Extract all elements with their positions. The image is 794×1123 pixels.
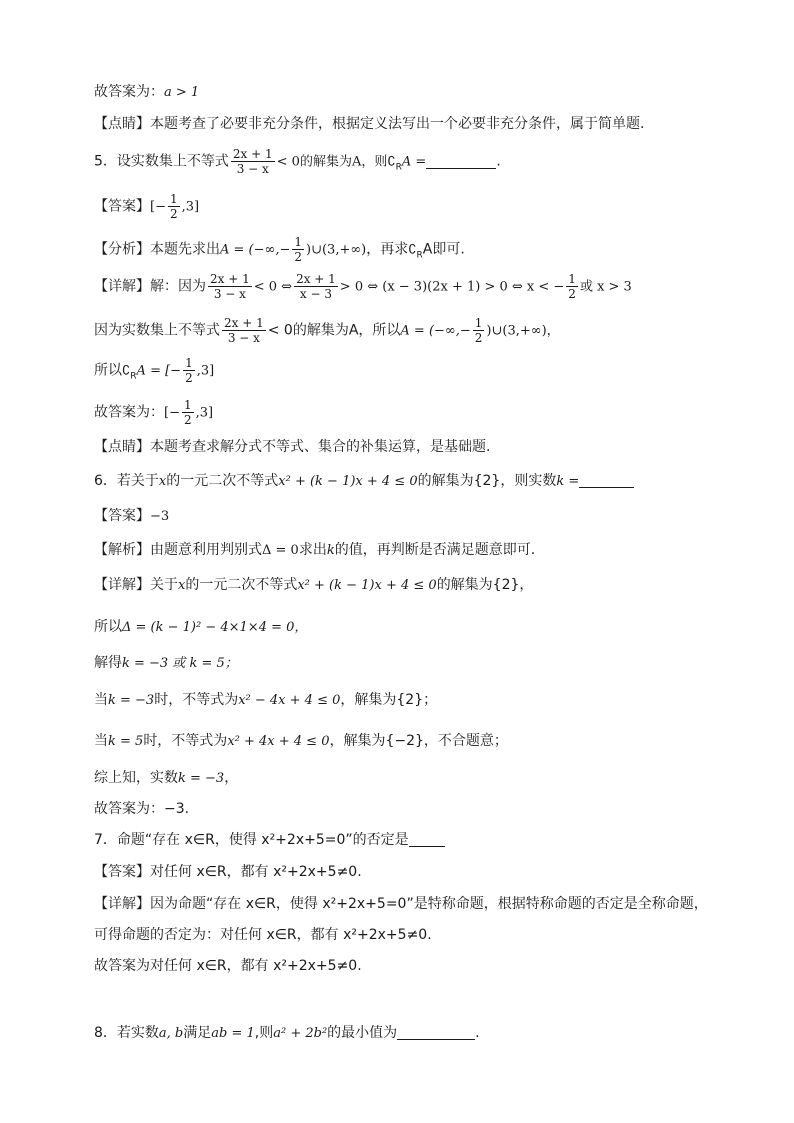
text: 的一元二次不等式	[166, 473, 279, 489]
math: ,3]	[195, 405, 214, 421]
math: −3	[150, 509, 170, 524]
text: 命题“存在 x∈R，使得 x²+2x+5=0”的否定是	[116, 832, 409, 848]
text: 当	[94, 692, 108, 708]
math: k =	[556, 474, 580, 489]
complement-symbol: ∁	[408, 242, 417, 258]
text: 故答案为：	[94, 404, 164, 421]
q8-stem	[94, 1023, 480, 1044]
text: .	[496, 153, 501, 170]
math: a² + 2b²	[273, 1026, 328, 1041]
q7-final	[94, 956, 362, 976]
complement-symbol: ∁	[387, 154, 396, 170]
q5-dianjing	[94, 437, 490, 457]
text: 的解集为{2}，	[436, 577, 534, 593]
text: 关于	[150, 577, 178, 593]
math: k = −3	[108, 693, 155, 708]
denominator: 2	[474, 331, 483, 345]
text: 故答案为：−3.	[94, 801, 190, 817]
math: [−	[164, 405, 180, 421]
section-tag: 【分析】	[94, 241, 150, 258]
math: A = [−	[136, 363, 182, 379]
q6-final	[94, 799, 189, 819]
q5-final	[94, 398, 213, 427]
denominator: 3 − x	[236, 162, 269, 176]
text: ，解集为{2}；	[340, 692, 438, 708]
text: 求出	[298, 542, 327, 558]
text: 的解集为{2}，则实数	[417, 473, 557, 489]
numerator: 1	[183, 398, 192, 412]
text: 故答案为：	[94, 84, 164, 100]
math: x² − 4x + 4 ≤ 0	[238, 693, 341, 708]
numerator: 1	[294, 235, 303, 249]
q5-stem	[94, 147, 501, 177]
q5-detail	[94, 272, 632, 301]
fraction	[183, 356, 195, 385]
math: a > 1	[164, 85, 200, 100]
denominator: 3 − x	[227, 331, 260, 345]
subscript: R	[416, 250, 423, 261]
fraction	[566, 272, 578, 301]
math: Δ = (k − 1)² − 4×1×4 = 0，	[122, 620, 308, 635]
text: 因为实数集上不等式	[94, 322, 220, 339]
text: 的一元二次不等式	[185, 577, 298, 593]
q5-detail-3	[94, 356, 214, 386]
denominator: 2	[294, 250, 303, 264]
math: Δ = 0	[262, 543, 299, 558]
math: A =	[401, 154, 427, 170]
fraction	[208, 272, 252, 301]
text: 本题考查了必要非充分条件，根据定义法写出一个必要非充分条件，属于简单题.	[150, 116, 645, 132]
question-number: 7．	[94, 832, 117, 848]
text: 满足	[183, 1025, 212, 1041]
section-tag: 【点睛】	[94, 116, 150, 132]
q7-stem	[94, 830, 445, 850]
section-tag: 【答案】	[94, 198, 150, 215]
denominator: 3 − x	[213, 287, 246, 301]
question-number: 6．	[94, 473, 117, 489]
numerator: 2x + 1	[224, 316, 264, 330]
answer-blank	[409, 832, 445, 847]
complement-symbol: ∁	[122, 363, 131, 379]
answer-blank	[397, 1025, 475, 1040]
text: 本题先求出	[150, 241, 220, 258]
text: 设实数集上不等式	[116, 153, 229, 170]
section-tag: 【详解】	[94, 896, 150, 912]
math: k = −3 或 k = 5；	[122, 656, 238, 671]
q7-answer	[94, 862, 362, 882]
section-tag: 【答案】	[94, 508, 150, 524]
math: ,3]	[181, 199, 200, 215]
math: k = −3	[178, 771, 225, 786]
math: > 0 ⇔ (x − 3)(2x + 1) > 0 ⇔ x < −	[339, 279, 565, 295]
text: < 0的解集为A，则	[276, 154, 388, 170]
answer-blank	[426, 154, 496, 169]
fraction	[473, 316, 485, 345]
q6-solve-line	[94, 653, 238, 674]
text: 当	[94, 733, 108, 749]
math: )∪(3,+∞)	[306, 242, 367, 258]
subscript: R	[395, 162, 402, 173]
section-tag: 【详解】	[94, 577, 150, 593]
denominator: 2	[183, 413, 192, 427]
math: A = (−∞,−	[220, 242, 291, 258]
text: 可得命题的否定为：对任何 x∈R，都有 x²+2x+5≠0.	[94, 927, 432, 943]
text: < 0的解集为A，所以	[267, 322, 401, 339]
text: .	[475, 1025, 480, 1041]
text: ,则	[254, 1025, 274, 1041]
numerator: 1	[185, 356, 193, 370]
denominator: x − 3	[299, 287, 332, 301]
text: 综上知，实数	[94, 770, 178, 786]
q6-stem	[94, 471, 634, 492]
text: 若关于	[116, 473, 159, 489]
text: 本题考查求解分式不等式、集合的补集运算，是基础题.	[150, 439, 491, 455]
text: 所以	[94, 362, 122, 379]
math: x	[158, 474, 167, 489]
previous-answer-line	[94, 82, 199, 103]
text: ，	[224, 770, 239, 786]
previous-dianjing-line	[94, 114, 644, 134]
q6-delta-line	[94, 617, 307, 638]
text: 对任何 x∈R，都有 x²+2x+5≠0.	[150, 864, 362, 880]
math: 或 x > 3	[579, 279, 632, 295]
q6-jiexi	[94, 540, 535, 561]
math: [−	[150, 199, 166, 215]
math: A = (−∞,−	[400, 323, 471, 339]
section-tag: 【详解】	[94, 278, 150, 295]
text: 的最小值为	[327, 1025, 398, 1041]
q5-detail-2	[94, 316, 560, 345]
denominator: 2	[169, 207, 178, 221]
q5-answer	[94, 192, 199, 221]
numerator: 2x + 1	[296, 272, 336, 286]
fraction	[168, 192, 180, 221]
text: 由题意利用判别式	[150, 542, 262, 558]
math: ,3]	[196, 363, 215, 379]
math: x² + (k − 1)x + 4 ≤ 0	[297, 578, 437, 593]
text: 解得	[94, 655, 122, 671]
fraction	[294, 272, 338, 301]
numerator: 1	[474, 316, 483, 330]
q6-detail	[94, 575, 533, 596]
math: ab = 1	[211, 1026, 255, 1041]
text: 所以	[94, 619, 122, 635]
text: 故答案为对任何 x∈R，都有 x²+2x+5≠0.	[94, 958, 362, 974]
fraction	[231, 147, 275, 176]
math: x² + (k − 1)x + 4 ≤ 0	[278, 474, 418, 489]
q5-analysis	[94, 235, 465, 265]
text: 时，不等式为	[143, 733, 228, 749]
text: ，解集为{−2}，不合题意；	[329, 733, 508, 749]
text: 解：因为	[150, 278, 206, 295]
math: x² + 4x + 4 ≤ 0	[227, 734, 330, 749]
numerator: 2x + 1	[232, 147, 273, 161]
text: A即可.	[422, 241, 465, 258]
subscript: R	[130, 371, 137, 382]
math: < 0 ⇔	[253, 279, 293, 295]
q6-answer	[94, 506, 169, 527]
q7-detail-2	[94, 925, 432, 945]
numerator: 2x + 1	[210, 272, 250, 286]
text: 时，不等式为	[154, 692, 239, 708]
text: 的值，再判断是否满足题意即可.	[334, 542, 536, 558]
math-k: k	[326, 543, 335, 558]
q6-case2-line	[94, 731, 508, 752]
text: ，再求	[366, 241, 409, 258]
numerator: 1	[568, 272, 576, 286]
numerator: 1	[169, 192, 178, 206]
q7-detail-1	[94, 894, 708, 914]
text: 若实数	[116, 1025, 159, 1041]
section-tag: 【答案】	[94, 864, 150, 880]
fraction	[182, 398, 194, 427]
math: k = 5	[108, 734, 144, 749]
denominator: 2	[568, 287, 576, 301]
denominator: 2	[185, 371, 193, 385]
q6-case1-line	[94, 690, 437, 711]
math: x	[178, 578, 186, 593]
answer-blank	[579, 473, 634, 488]
math: )∪(3,+∞)，	[486, 323, 560, 339]
question-number: 8．	[94, 1025, 117, 1041]
section-tag: 【点睛】	[94, 439, 150, 455]
q6-summary-line	[94, 768, 238, 789]
math: a, b	[158, 1026, 184, 1041]
text: 因为命题“存在 x∈R，使得 x²+2x+5=0”是特称命题，根据特称命题的否定是全称命题，	[150, 896, 708, 912]
fraction	[292, 235, 304, 264]
question-number: 5．	[94, 153, 117, 170]
section-tag: 【解析】	[94, 542, 150, 558]
fraction	[222, 316, 266, 345]
